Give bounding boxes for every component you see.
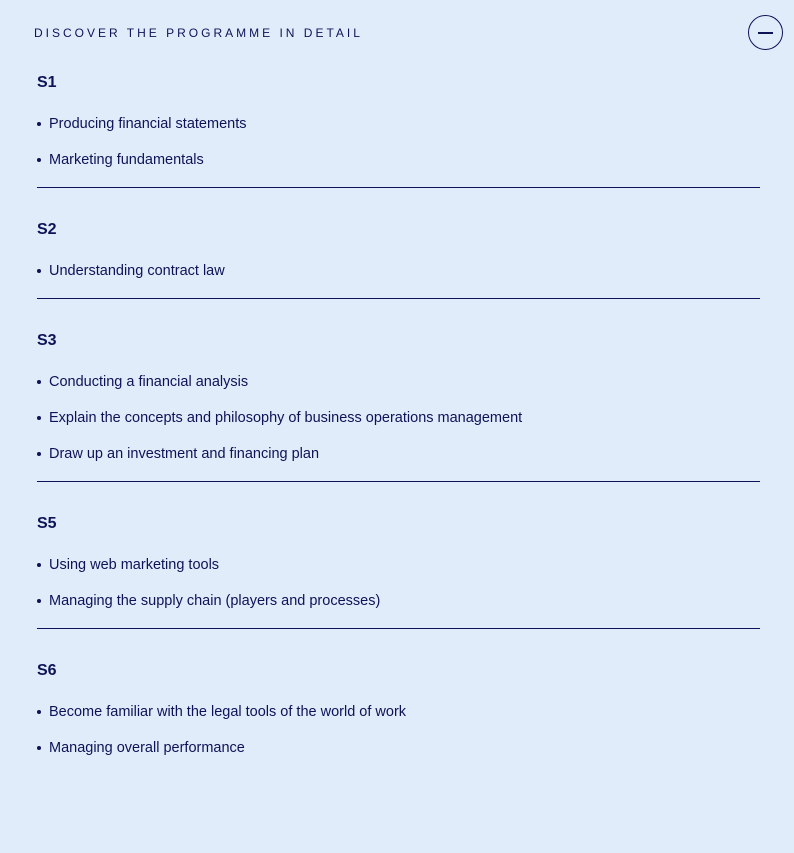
course-list <box>37 373 760 463</box>
section-divider <box>37 187 760 188</box>
list-item <box>37 151 760 169</box>
section-heading: DISCOVER THE PROGRAMME IN DETAIL <box>34 26 363 40</box>
list-item <box>37 409 760 427</box>
course-label: Draw up an investment and financing plan <box>49 446 320 462</box>
course-list <box>37 556 760 610</box>
course-label: Conducting a financial analysis <box>49 374 249 390</box>
semester-title: S3 <box>37 332 57 349</box>
semester-section-s5 <box>37 507 760 629</box>
bullet-icon <box>37 122 41 126</box>
section-divider <box>37 628 760 629</box>
semester-section-s3 <box>37 324 760 482</box>
course-list <box>37 262 760 280</box>
course-label: Managing the supply chain (players and processes) <box>49 593 381 609</box>
course-list <box>37 115 760 169</box>
course-label: Using web marketing tools <box>49 557 220 573</box>
bullet-icon <box>37 158 41 162</box>
course-label: Producing financial statements <box>49 116 247 132</box>
list-item <box>37 262 760 280</box>
course-label: Understanding contract law <box>49 263 225 279</box>
semester-section-s1 <box>37 66 760 188</box>
course-label: Managing overall performance <box>49 740 245 756</box>
course-label: Become familiar with the legal tools of the world of work <box>49 704 407 720</box>
collapse-button[interactable] <box>748 15 783 50</box>
bullet-icon <box>37 746 41 750</box>
programme-content <box>37 66 760 775</box>
course-list <box>37 703 760 757</box>
bullet-icon <box>37 452 41 456</box>
semester-title: S6 <box>37 662 57 679</box>
list-item <box>37 703 760 721</box>
bullet-icon <box>37 416 41 420</box>
semester-section-s6 <box>37 654 760 757</box>
bullet-icon <box>37 380 41 384</box>
semester-title: S2 <box>37 221 57 238</box>
semester-title: S5 <box>37 515 57 532</box>
course-label: Marketing fundamentals <box>49 152 204 168</box>
list-item <box>37 115 760 133</box>
accordion-header[interactable] <box>0 0 794 66</box>
bullet-icon <box>37 710 41 714</box>
semester-section-s2 <box>37 213 760 299</box>
course-label: Explain the concepts and philosophy of business operations management <box>49 410 523 426</box>
bullet-icon <box>37 269 41 273</box>
minus-icon <box>758 32 773 34</box>
bullet-icon <box>37 599 41 603</box>
list-item <box>37 445 760 463</box>
section-divider <box>37 298 760 299</box>
list-item <box>37 739 760 757</box>
list-item <box>37 556 760 574</box>
bullet-icon <box>37 563 41 567</box>
section-divider <box>37 481 760 482</box>
list-item <box>37 592 760 610</box>
semester-title: S1 <box>37 74 57 91</box>
list-item <box>37 373 760 391</box>
